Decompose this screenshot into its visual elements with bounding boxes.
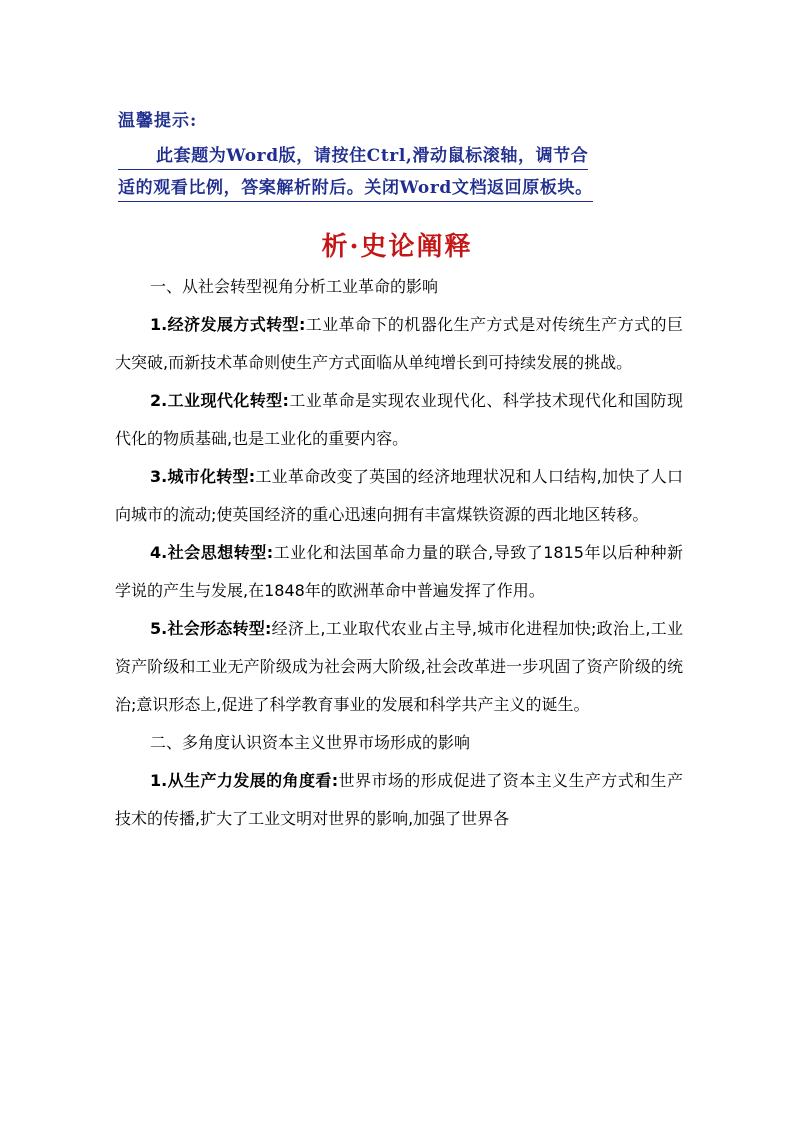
paragraph-term: 1.从生产力发展的角度看:: [150, 771, 339, 790]
paragraph-heading-2: [115, 724, 683, 762]
tip-heading: 温馨提示:: [118, 111, 198, 131]
paragraph-text: 工业化和法国革命力量的联合,导致了1815年以后种种新学说的产生与发展,在1848年的欧洲革命中普遍发挥了作用。: [115, 543, 683, 600]
content-body: [115, 268, 683, 838]
paragraph-item: [115, 610, 683, 724]
tip-line-2: 适的观看比例，答案解析附后。关闭Word文档返回原板块。: [118, 175, 593, 202]
tip-body: [118, 143, 683, 207]
paragraph-item: [115, 534, 683, 610]
paragraph-term: 4.社会思想转型:: [150, 543, 274, 562]
paragraph-text: 经济上,工业取代农业占主导,城市化进程加快;政治上,工业资产阶级和工业无产阶级成为社会两大阶级,社会改革进一步巩固了资产阶级的统治;意识形态上,促进了科学教育事业的发展和科学共产主义的诞生。: [115, 619, 683, 714]
paragraph-item: [115, 382, 683, 458]
paragraph-text: 工业革命改变了英国的经济地理状况和人口结构,加快了人口向城市的流动;使英国经济的重心迅速向拥有丰富煤铁资源的西北地区转移。: [115, 467, 683, 524]
paragraph-text: 二、多角度认识资本主义世界市场形成的影响: [150, 733, 471, 752]
paragraph-term: 3.城市化转型:: [150, 467, 256, 486]
paragraph-item: [115, 458, 683, 534]
paragraph-text: 一、从社会转型视角分析工业革命的影响: [150, 277, 439, 296]
paragraph-heading-1: [115, 268, 683, 306]
paragraph-term: 5.社会形态转型:: [150, 619, 272, 638]
paragraph-item: [115, 762, 683, 838]
paragraph-term: 1.经济发展方式转型:: [150, 315, 306, 334]
tip-line-1: 此套题为Word版，请按住Ctrl,滑动鼠标滚轴，调节合: [118, 143, 588, 170]
paragraph-item: [115, 306, 683, 382]
paragraph-term: 2.工业现代化转型:: [150, 391, 289, 410]
paragraph-text: 工业革命下的机器化生产方式是对传统生产方式的巨大突破,而新技术革命则使生产方式面临从单纯增长到可持续发展的挑战。: [115, 315, 683, 372]
paragraph-text: 世界市场的形成促进了资本主义生产方式和生产技术的传播,扩大了工业文明对世界的影响,加强了世界各: [115, 771, 683, 828]
paragraph-text: 工业革命是实现农业现代化、科学技术现代化和国防现代化的物质基础,也是工业化的重要内容。: [115, 391, 683, 448]
section-title: 析·史论阐释: [321, 232, 473, 262]
